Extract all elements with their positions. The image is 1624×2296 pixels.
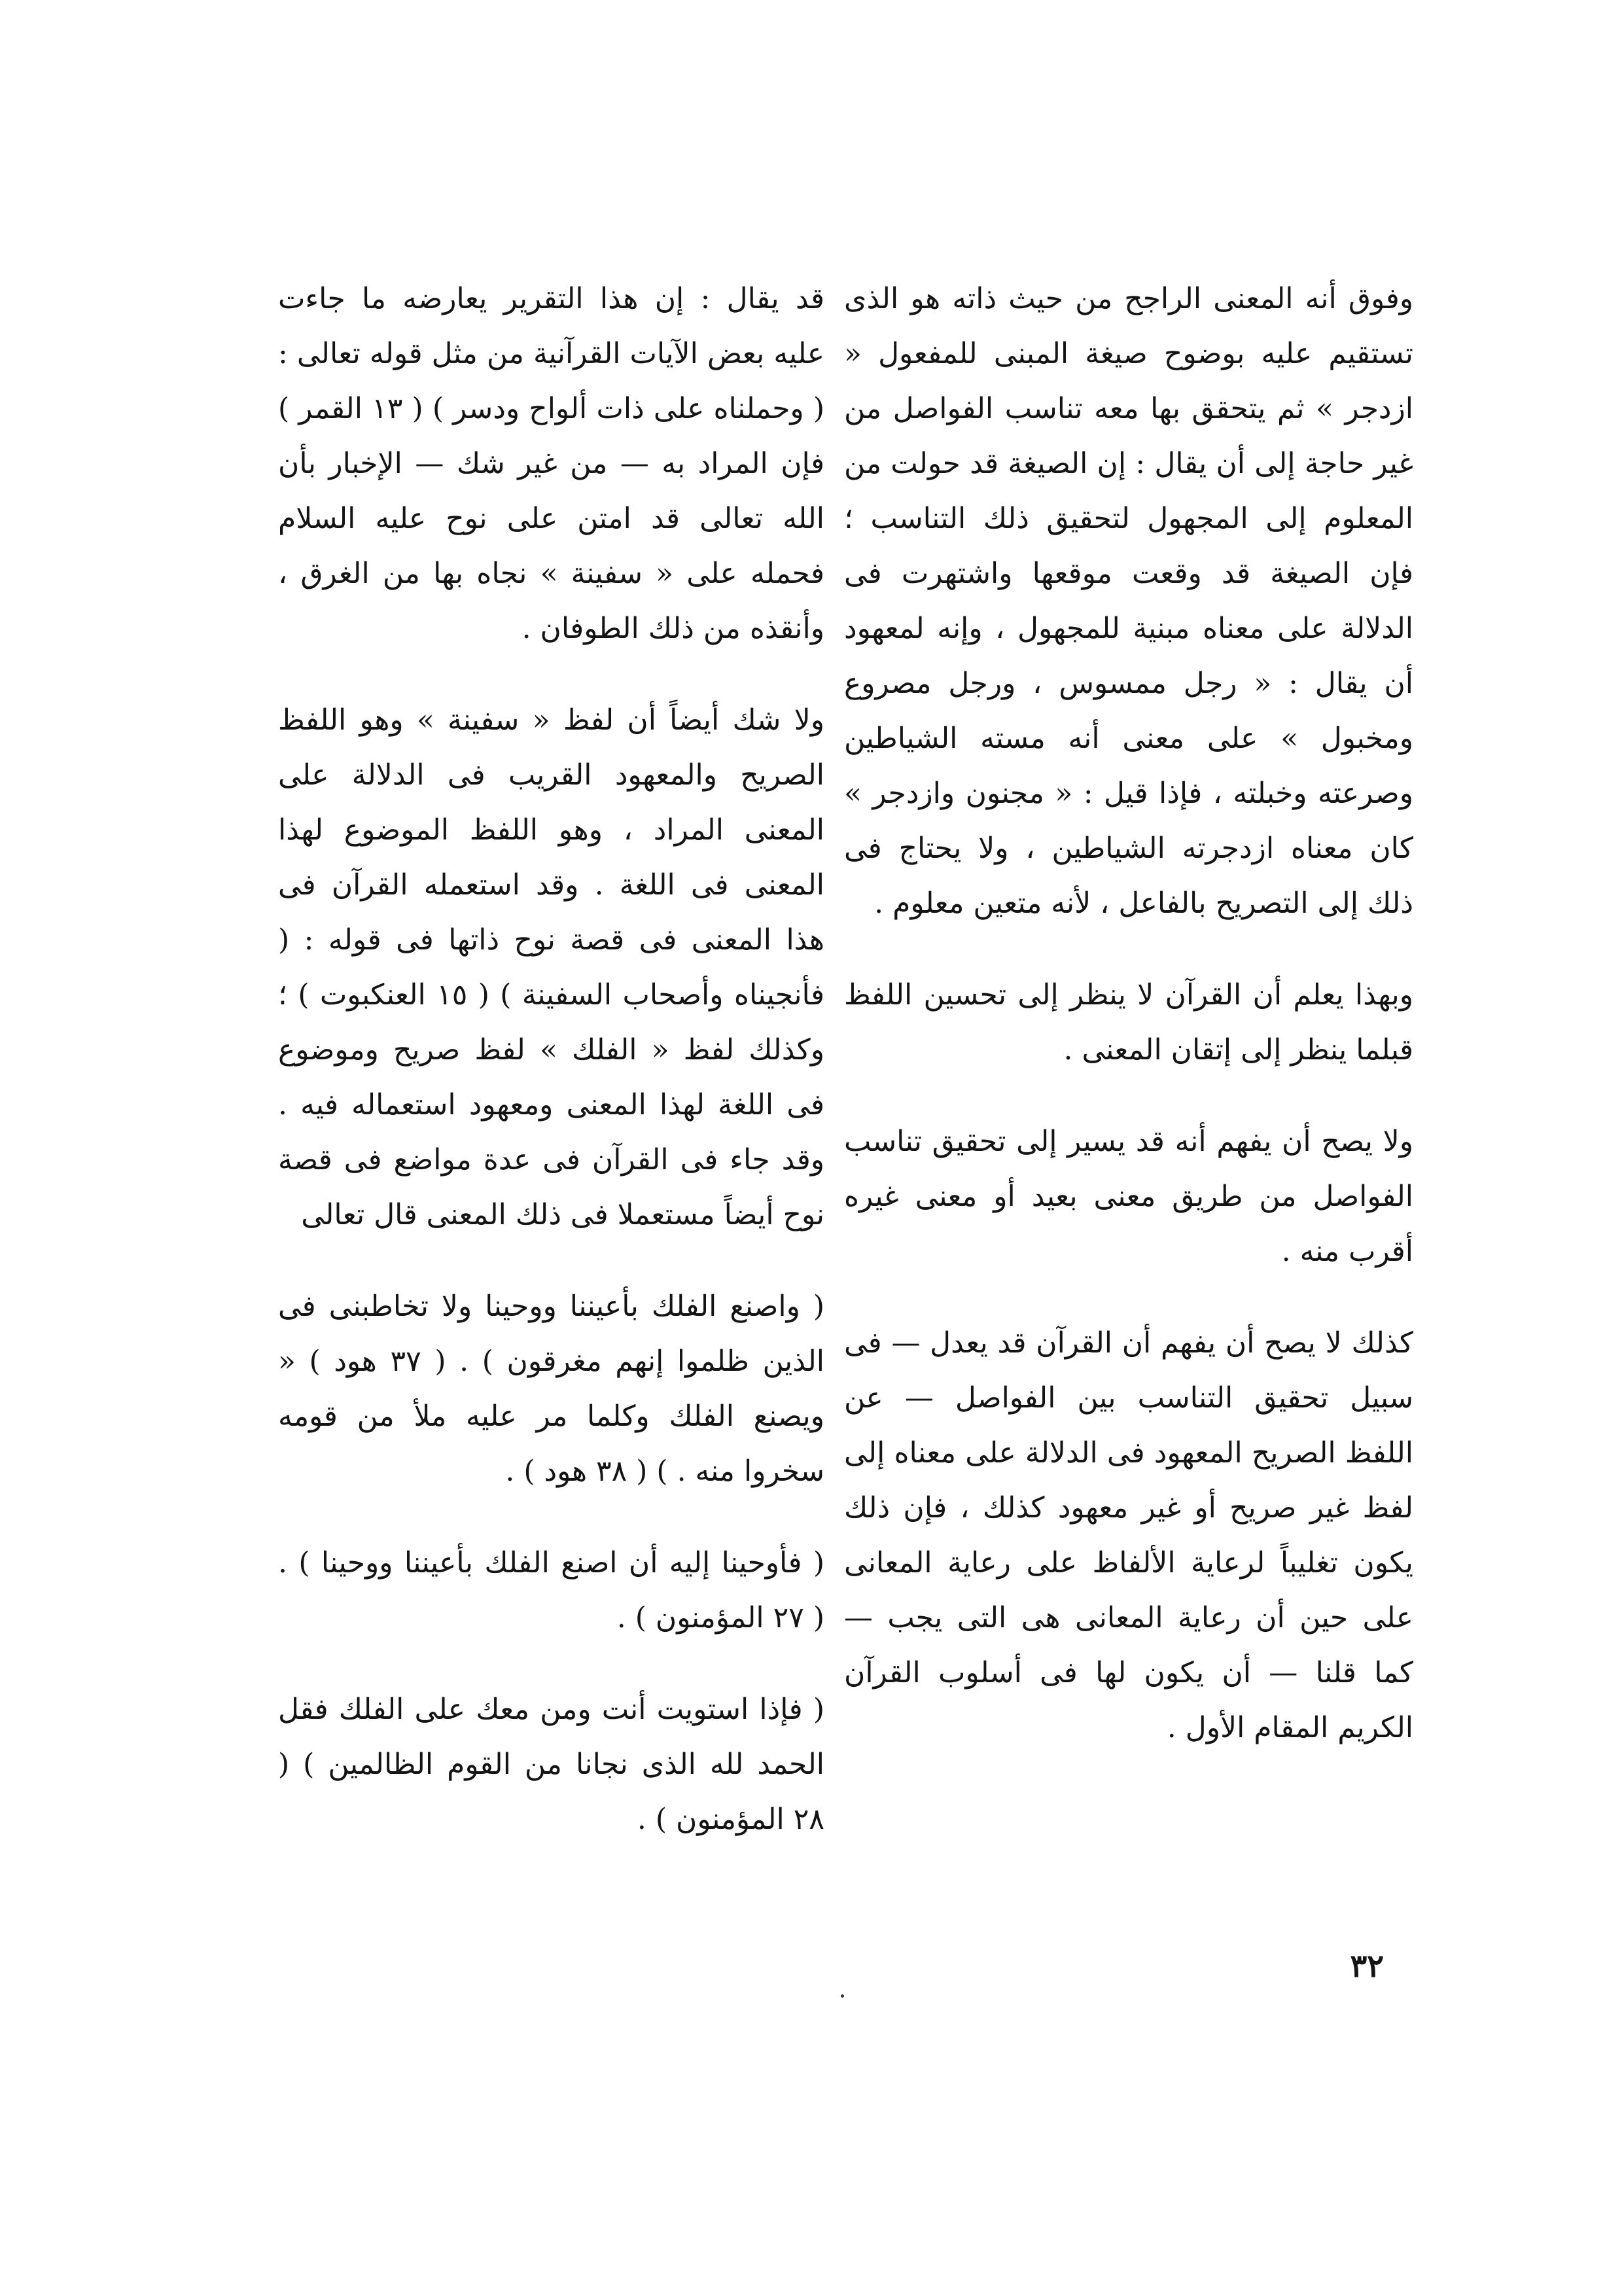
paragraph: قد يقال : إن هذا التقرير يعارضه ما جاءت عليه بعض الآيات القرآنية من مثل قوله تعالى : ( وحملناه على ذات ألواح ودسر ) ( ١٣ القمر ) فإن المراد به — من غير شك — الإخبار بأن الله تعالى قد امتن على نوح عليه السلام فحمله على « سفينة » نجاه بها من الغرق ، وأنقذه من ذلك الطوفان . (278, 282, 824, 645)
scan-speck (841, 1994, 844, 1998)
paragraph: وبهذا يعلم أن القرآن لا ينظر إلى تحسين اللفظ قبلما ينظر إلى إتقان المعنى . (844, 978, 1413, 1067)
left-column (278, 272, 824, 1847)
quotation: ( فأوحينا إليه أن اصنع الفلك بأعيننا ووحينا ) . ( ٢٧ المؤمنون ) . (278, 1546, 824, 1634)
right-column (844, 272, 1413, 1756)
quotation: ( واصنع الفلك بأعيننا ووحينا ولا تخاطبنى فى الذين ظلموا إنهم مغرقون ) . ( ٣٧ هود ) « ويصنع الفلك وكلما مر عليه ملأ من قومه سخروا منه . ) ( ٣٨ هود ) . (278, 1290, 824, 1488)
paragraph: وفوق أنه المعنى الراجح من حيث ذاته هو الذى تستقيم عليه بوضوح صيغة المبنى للمفعول « ازدجر » ثم يتحقق بها معه تناسب الفواصل من غير حاجة إلى أن يقال : إن الصيغة قد حولت من المعلوم إلى المجهول لتحقيق ذلك التناسب ؛ فإن الصيغة قد وقعت موقعها واشتهرت فى الدلالة على معناه مبنية للمجهول ، وإنه لمعهود أن يقال : « رجل ممسوس ، ورجل مصروع ومخبول » على معنى أنه مسته الشياطين وصرعته وخبلته ، فإذا قيل : « مجنون وازدجر » كان معناه ازدجرته الشياطين ، ولا يحتاج فى ذلك إلى التصريح بالفاعل ، لأنه متعين معلوم . (844, 282, 1413, 920)
page-number: ٣٢ (1350, 1948, 1384, 1985)
paragraph: ولا شك أيضاً أن لفظ « سفينة » وهو اللفظ الصريح والمعهود القريب فى الدلالة على المعنى المراد ، وهو اللفظ الموضوع لهذا المعنى فى اللغة . وقد استعمله القرآن فى هذا المعنى فى قصة نوح ذاتها فى قوله : ( فأنجيناه وأصحاب السفينة ) ( ١٥ العنكبوت ) ؛ وكذلك لفظ « الفلك » لفظ صريح وموضوع فى اللغة لهذا المعنى ومعهود استعماله فيه . وقد جاء فى القرآن فى عدة مواضع فى قصة نوح أيضاً مستعملا فى ذلك المعنى قال تعالى (278, 703, 824, 1231)
quotation: ( فإذا استويت أنت ومن معك على الفلك فقل الحمد لله الذى نجانا من القوم الظالمين ) ( ٢٨ المؤمنون ) . (278, 1693, 824, 1836)
paragraph: ولا يصح أن يفهم أنه قد يسير إلى تحقيق تناسب الفواصل من طريق معنى بعيد أو معنى غيره أقرب منه . (844, 1125, 1413, 1268)
paragraph: كذلك لا يصح أن يفهم أن القرآن قد يعدل — فى سبيل تحقيق التناسب بين الفواصل — عن اللفظ الصريح المعهود فى الدلالة على معناه إلى لفظ غير صريح أو غير معهود كذلك ، فإن ذلك يكون تغليباً لرعاية الألفاظ على رعاية المعانى على حين أن رعاية المعانى هى التى يجب — كما قلنا — أن يكون لها فى أسلوب القرآن الكريم المقام الأول . (844, 1326, 1413, 1744)
